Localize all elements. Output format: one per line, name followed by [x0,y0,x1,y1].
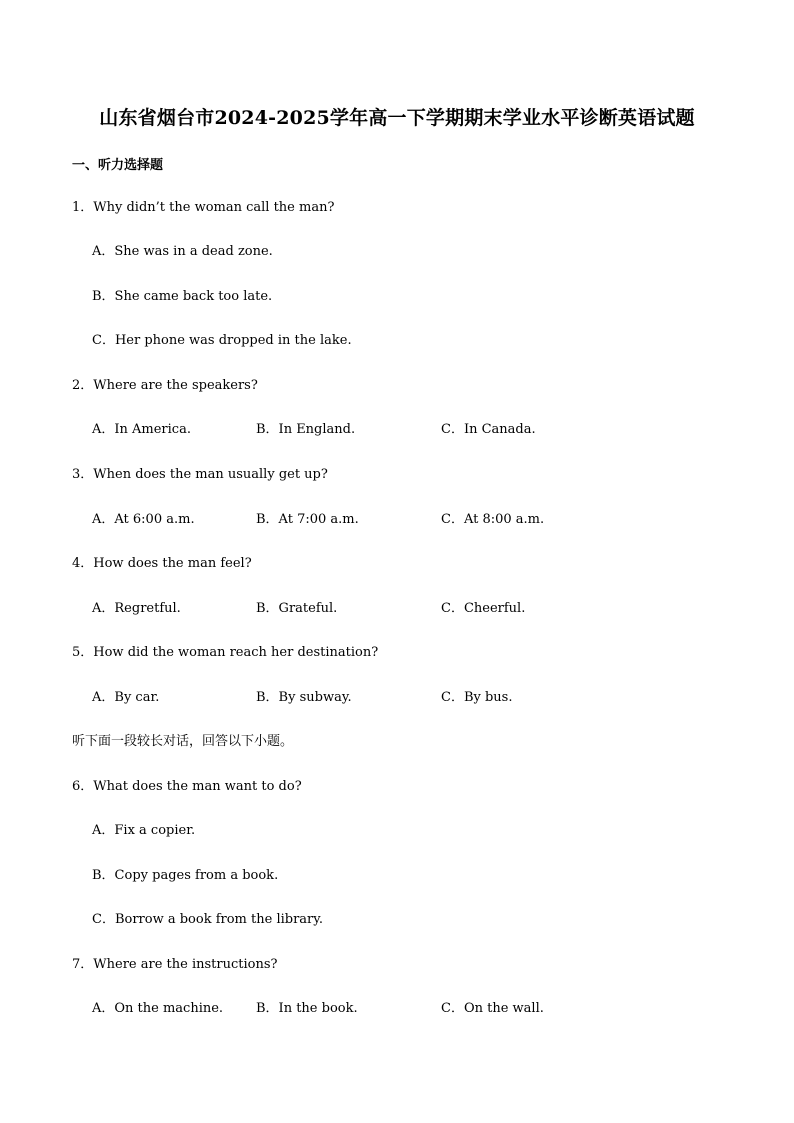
q7-option-a: A．On the machine. [92,1001,224,1016]
q6-option-c: C．Borrow a book from the library. [92,912,324,927]
q3-option-a: A．At 6:00 a.m. [92,512,195,527]
q4-option-b: B．Grateful. [256,601,338,616]
question-7: 7．Where are the instructions? [72,957,278,972]
q4-option-c: C．Cheerful. [441,601,526,616]
q5-option-a: A．By car. [92,690,160,705]
question-2: 2．Where are the speakers? [72,378,258,393]
q3-option-b: B．At 7:00 a.m. [256,512,359,527]
q7-option-b: B．In the book. [256,1001,358,1016]
q2-option-b: B．In England. [256,422,356,437]
q1-option-c: C．Her phone was dropped in the lake. [92,333,352,348]
q4-option-a: A．Regretful. [92,601,181,616]
q6-option-b: B．Copy pages from a book. [92,868,279,883]
page-title: 山东省烟台市2024-2025学年高一下学期期末学业水平诊断英语试题 [99,107,695,129]
q3-option-c: C．At 8:00 a.m. [441,512,545,527]
q5-option-b: B．By subway. [256,690,352,705]
section-heading: 一、听力选择题 [72,158,164,173]
question-1: 1．Why didn’t the woman call the man? [72,200,335,215]
question-6: 6．What does the man want to do? [72,779,302,794]
dialogue-instruction: 听下面一段较长对话，回答以下小题。 [72,734,294,749]
q6-option-a: A．Fix a copier. [92,823,196,838]
question-4: 4．How does the man feel? [72,556,252,571]
q1-option-b: B．She came back too late. [92,289,273,304]
q2-option-a: A．In America. [92,422,191,437]
question-3: 3．When does the man usually get up? [72,467,328,482]
q2-option-c: C．In Canada. [441,422,536,437]
q5-option-c: C．By bus. [441,690,513,705]
q7-option-c: C．On the wall. [441,1001,544,1016]
question-5: 5．How did the woman reach her destination? [72,645,379,660]
q1-option-a: A．She was in a dead zone. [92,244,273,259]
